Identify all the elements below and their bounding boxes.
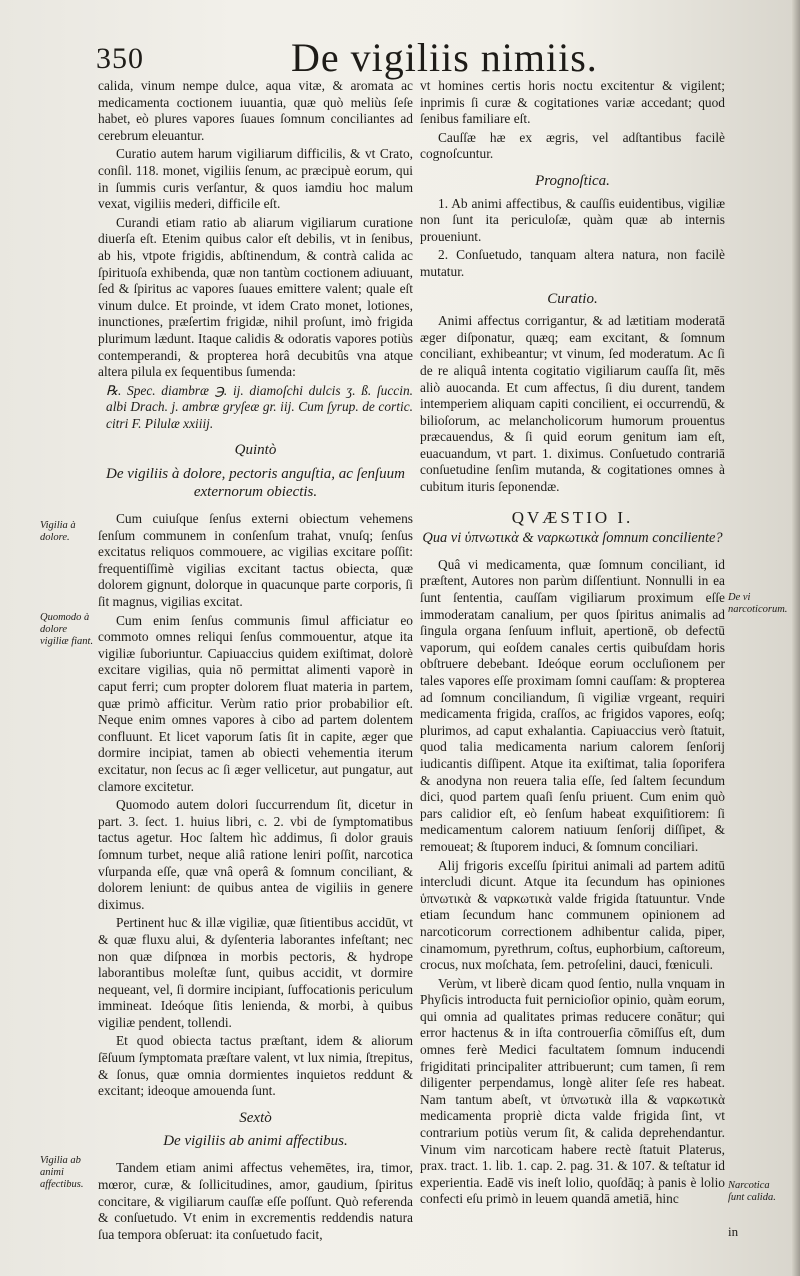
paragraph: Alij frigoris exceſſu ſpiritui animali ad partem aditū intercludi dicunt. Atque ita ſecundum has opiniones ὑπνωτικὰ & ναρκωτικὰ valde frigida ſtatuuntur. Vnde etiam ſecundum hanc communem opinionem ad narcoticorum correctionem adhibentur calida, piper, cinamomum, pyrethrum, coſtus, euphorbium, caſtoreum, crocus, nux moſchata, ſem. petroſelini, dauci, fœniculi.: [420, 857, 725, 973]
paragraph: Tandem etiam animi affectus vehemētes, ira, timor, mœror, curæ, & ſollicitudines, amor, gaudium, ſpiritus concitare, & vigiliarum cauſſæ eſſe poſſunt. Quò referenda & conſuetudo. Vt enim in excrementis reddendis natura ſua tempora obſeruat: ita conſuetudo facit,: [98, 1160, 413, 1242]
right-column: [420, 78, 725, 1210]
paragraph: Verùm, vt liberè dicam quod ſentio, nulla vnquam in Phyſicis introducta fuit pernicioſior opinio, quàm eorum, qui omnia ad qualitates primas reducere conātur; qui error hactenus & in iſta controuerſia cōmiſſus eſt, dum omnes ferè Medici facultatem ſomnum inducendi frigiditati principaliter attribuerunt; cum tamen, ſi rem diligenter perpendamus, longè aliter ſeſe res habeat. Nam tantum abeſt, vt ὑπνωτικὰ illa & ναρκωτικὰ medicamenta propriè dicta valde frigida ſint, vt contrarium potiùs verum ſit, & calida deprehendantur. Vinum vim narcoticam habere rectè ſtatuit Platerus, prax. tract. 1. lib. 1. cap. 2. pag. 31. & 107. & teſtatur id experientia. Eadē vis ineſt lolio, quoſdāq; à panis è lolio confecti eſu primò in leuem quandā ametiā, hinc: [420, 975, 725, 1207]
paragraph: vt homines certis horis noctu excitentur & vigilent; inprimis ſi curæ & cogitationes variæ accedant; quod ſenibus familiare eſt.: [420, 78, 725, 127]
paragraph: Pertinent huc & illæ vigiliæ, quæ ſitientibus accidūt, vt & quæ fluxu alui, & dyſenteria laborantes infeſtant; nec non quæ diſpnœa in morbis pectoris, & hydrope laborantibus moleſtæ ſunt, quibus accidit, vt dormire nequeant, vel, ſi dormire incipiant, ſuffocationis periculum immineat. Ideóque ſitis lenienda, & morbi, à quibus vigiliæ pendent, tollendi.: [98, 915, 413, 1030]
section-heading: Prognoſtica.: [535, 172, 610, 189]
paragraph: Curandi etiam ratio ab aliarum vigiliarum curatione diuerſa eſt. Etenim quibus calor eſt debilis, vt in ſenibus, ab his, vtpote frigidis, abſtinendum, & contrà calida ac ſpirituoſa exhibenda, quæ non tantùm coctionem adiuuant, ſed & ſpiritus ac vapores ſuaues emittere valent; quale eſt vinum dulce. Et proinde, vt idem Crato monet, lotiones, inunctiones, præſertim frigidæ, nihil proſunt, imò frigida plurimum lædunt. Itaque calidis & odoratis vapores potiùs contemperandi, & propterea horâ decubitûs vna atque altera pilula ex ſequentibus ſumenda:: [98, 214, 413, 380]
paragraph: Quâ vi medicamenta, quæ ſomnum conciliant, id præſtent, Autores non parùm diſſentiunt. Nonnulli in ea ſunt ſententia, cauſſam vigiliarum proximum eſſe immoderatam canalium, per quos ſpiritus animalis ad ſingula organa ſenſuum influit, apertionē, ob defectū vaporum, qui eoſdem canales certis quibuſdam horis obſtruere debebant. Ideóque eorum occluſionem per tales vapores eſſe proximam ſomni cauſſam: & propterea ad ſomnum conciliandum, ſi vigiliæ vrgeant, requiri medicamenta frigida, craſſos, ac frigidos vapores, eoſq; plurimos, ad caput exhalantia. Capiuaccius verò ſtatuit, quod talia medicamenta narium calorem ſenſorij iudicantis diſſipent. Atque ita exiſtimat, talia ſoporifera & anodyna non reuera talia eſſe, ſed ſaltem ſecundum dici, quod partem quaſi ſenſu priuent. Cum enim quò pars calidior eſt, eò ſenſum habeat exquiſitiorem: ſi medicamentum calorem natiuum ſenſorij diſſipet, & remoueat; & ſtuporem induci, & ſomnum conciliari.: [420, 556, 725, 854]
question-subheading: Qua vi ὑπνωτικὰ & ναρκωτικὰ ſomnum conciliente?: [422, 530, 723, 547]
section-heading: Sextò: [239, 1109, 272, 1126]
paragraph: Curatio autem harum vigiliarum difficilis, & vt Crato, conſil. 118. monet, vigiliis ſenum, ac præcipuè eorum, qui in ſummis curis verſantur, & quos iamdiu hoc malum vexat, vigiliis mederi, difficile eſt.: [98, 146, 413, 212]
marginal-note: De vi narcoticorum.: [728, 592, 788, 615]
paragraph: Quomodo autem dolori ſuccurrendum ſit, dicetur in part. 3. ſect. 1. huius libri, c. 2. vbi de ſymptomatibus tactus agetur. Hoc ſaltem hìc addimus, ſi dolor grauis ſomnum turbet, neque aliâ ratione leniri poſſit, narcotica vſurpanda eſſe, quæ vnâ operâ & ſomnum conciliant, & dolorem leniunt: de quibus antea de vigiliis in genere diximus.: [98, 797, 413, 912]
marginal-note: Quomodo à dolore vigiliæ fiant.: [40, 612, 94, 647]
paragraph: 2. Conſuetudo, tanquam altera natura, non facilè mutatur.: [420, 247, 725, 279]
paragraph: calida, vinum nempe dulce, aqua vitæ, & aromata ac medicamenta coctionem iuuantia, quæ quò meliùs ſeſe habet, eò plures vapores ſuaues ſomnum conciliantes ad cerebrum eleuantur.: [98, 78, 413, 143]
section-heading: Quintò: [234, 442, 277, 459]
paragraph: Cauſſæ hæ ex ægris, vel adſtantibus facilè cognoſcuntur.: [420, 129, 725, 162]
marginal-note: Narcotica ſunt calida.: [728, 1180, 776, 1203]
recipe: ℞. Spec. diambræ ℈. ij. diamoſchi dulcis ʒ. ß. ſuccin. albi Drach. j. ambræ gryſeæ gr. iij. Cum ſyrup. de cortic. citri F. Pilulæ xxiiij.: [106, 382, 413, 431]
question-heading: QVÆSTIO I.: [511, 507, 634, 527]
page-edge-shadow: [792, 0, 800, 1276]
running-title: De vigiliis nimiis.: [291, 35, 598, 80]
paragraph: Et quod obiecta tactus præſtant, idem & aliorum ſēſuum ſymptomata præſtare valent, vt lux nimia, ſtrepitus, & ſonus, quæ omnia dormientes inquietos reddunt & excitant; ideoque amouenda ſunt.: [98, 1033, 413, 1099]
paragraph: Cum cuiuſque ſenſus externi obiectum vehemens ſenſum communem in conſenſum trahat, vnuſq; ſenſus excitatus reliquos commouere, ac vigilias excitare poſſit: frequentiſſimè vigilias excitant tactus obiecta, quæ dolorem gignunt, dolorque in quacunque parte corporis, ſi ſit magnus, vigilias excitat.: [98, 511, 413, 610]
paragraph: Cum enim ſenſus communis ſimul afficiatur eo commoto omnes reliqui ſenſus commouentur, atque ita vigiliæ ſuboriuntur. Capiuaccius quidem exiſtimat, dolorè excitare vigilias, quia nō permittat alimenti vaporè in caput ferri; cum propter dolorem fluat materia in partem, quæ primò afficitur. Verùm ratio prior probabilior eſt. Neque enim omnes vapores à cibo ad partem dolentem confluunt. Et licet vaporum ſatis ſit in capite, æger que dormire incipiat, tamen ab obiecti vehementia iterum excitatur, non ſecus ac ſi æger vellicetur, aut pungatur, aut clamore excitetur.: [98, 612, 413, 794]
marginal-note: Vigilia à dolore.: [40, 520, 76, 543]
subsection-heading: De vigiliis à dolore, pectoris anguſtia, ac ſenſuum externorum obiectis.: [106, 466, 405, 501]
marginal-note: Vigilia ab animi affectibus.: [40, 1155, 84, 1190]
paragraph: 1. Ab animi affectibus, & cauſſis euidentibus, vigiliæ non ſunt ita periculoſæ, quàm quæ ab internis proueniunt.: [420, 195, 725, 244]
left-column: [98, 78, 413, 1245]
page-header: [96, 34, 786, 82]
catchword: in: [728, 1224, 739, 1239]
paragraph: Animi affectus corrigantur, & ad lætitiam moderatā æger diſponatur, quæq; eam excitant, & ſomnum conciliant, exhibeantur; vt vinum, ſed moderatum. Ac ſi de re aliquâ intenta cogitatio vigiliarum cauſſa ſit, mēs aliò auocanda. Et cum affectus, ſi diu durent, tandem intemperiem aliquam capiti concilient, ei occurrendū, & bilioſorum, ac melancholicorum humorum prouentus præcauendus, & ſi quid eorum genitum iam eſt, euacuandum, vt part. 1. diximus. Conſuetudo contrariā conſuetudine ſenſim mutanda, & cogitationes omnes à cubitum ituris ſeponendæ.: [420, 313, 725, 495]
subsection-heading: De vigiliis ab animi affectibus.: [163, 1133, 348, 1150]
section-heading: Curatio.: [547, 290, 598, 307]
page-number: 350: [96, 42, 144, 75]
